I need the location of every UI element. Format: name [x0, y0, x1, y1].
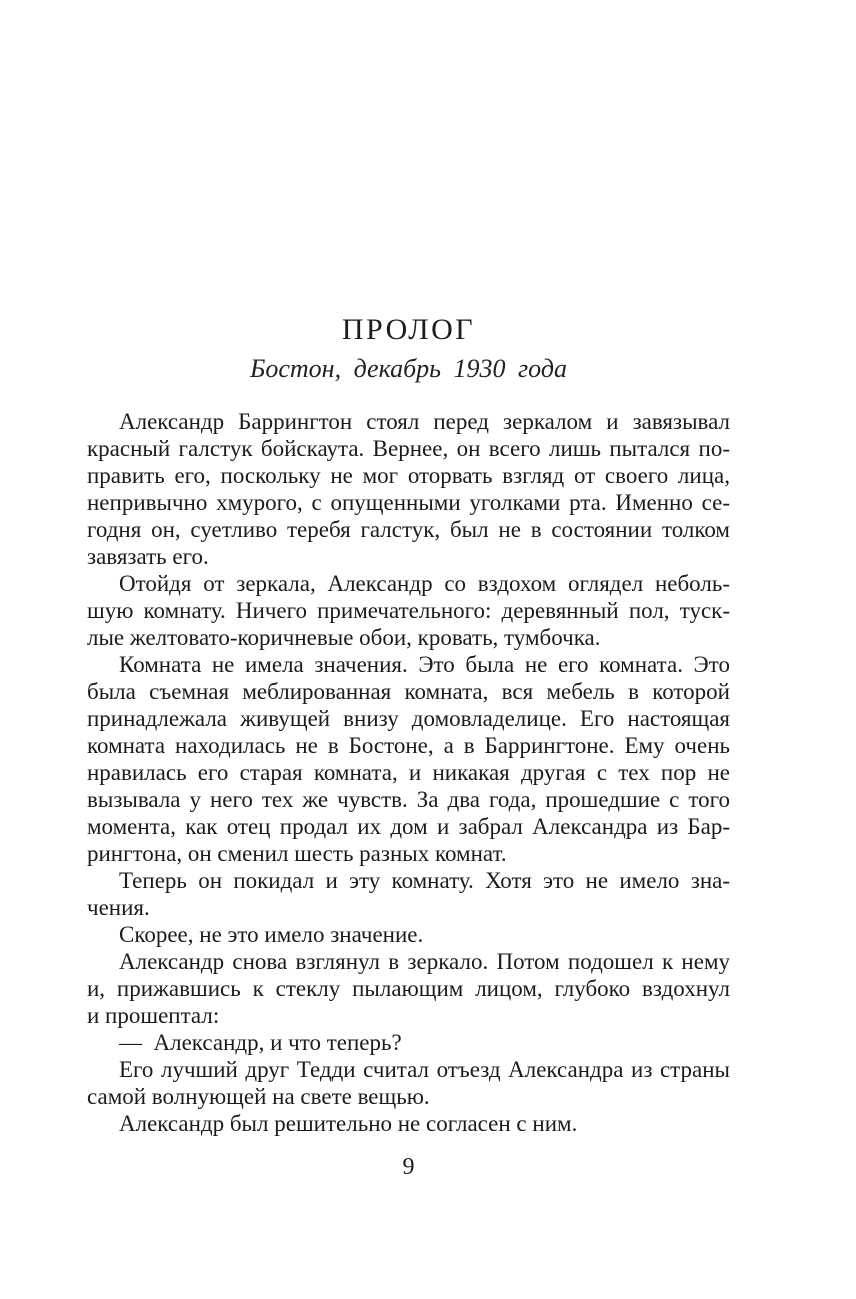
- paragraph: [87, 867, 730, 921]
- text-line: чения.: [87, 895, 150, 920]
- text-line: Александр был решительно не согласен с ним.: [119, 1111, 578, 1136]
- text-line: рингтона, он сменил шесть разных комнат.: [87, 841, 507, 866]
- paragraph: [87, 570, 730, 651]
- paragraph: [87, 1029, 730, 1056]
- paragraph: [87, 1056, 730, 1110]
- chapter-subtitle: Бостон, декабрь 1930 года: [250, 354, 567, 383]
- paragraph: [87, 948, 730, 1029]
- text-line: комната находилась не в Бостоне, а в Баррингтоне. Ему очень: [87, 733, 730, 758]
- paragraph: [87, 408, 730, 570]
- chapter-title: ПРОЛОГ: [341, 313, 476, 346]
- text-line: была съемная меблированная комната, вся мебель в которой: [87, 679, 730, 704]
- text-line: завязать его.: [87, 544, 209, 569]
- paragraph: [87, 1110, 730, 1137]
- text-line: шую комнату. Ничего примечательного: деревянный пол, туск-: [87, 598, 730, 623]
- text-line: вызывала у него тех же чувств. За два года, прошедшие с того: [87, 787, 730, 812]
- text-line: Его лучший друг Тедди считал отъезд Александра из страны: [119, 1057, 730, 1082]
- text-line: Александр снова взглянул в зеркало. Потом подошел к нему: [119, 949, 730, 974]
- text-line: Александр Баррингтон стоял перед зеркалом и завязывал: [119, 409, 730, 434]
- text-line: Теперь он покидал и эту комнату. Хотя это не имело зна-: [119, 868, 730, 893]
- body-text: [87, 408, 730, 1137]
- text-line: момента, как отец продал их дом и забрал Александра из Бар-: [87, 814, 730, 839]
- text-line: и прошептал:: [87, 1003, 220, 1028]
- text-line: годня он, суетливо теребя галстук, был не в состоянии толком: [87, 517, 730, 542]
- text-line: Отойдя от зеркала, Александр со вздохом оглядел неболь-: [119, 571, 730, 596]
- text-line: самой волнующей на свете вещью.: [87, 1084, 430, 1109]
- text-line: править его, поскольку не мог оторвать взгляд от своего лица,: [87, 463, 730, 488]
- text-line: непривычно хмурого, с опущенными уголками рта. Именно се-: [87, 490, 730, 515]
- text-line: нравилась его старая комната, и никакая другая с тех пор не: [87, 760, 730, 785]
- paragraph: [87, 921, 730, 948]
- text-line: Комната не имела значения. Это была не его комната. Это: [119, 652, 730, 677]
- text-line: — Александр, и что теперь?: [119, 1030, 402, 1055]
- text-line: лые желтовато-коричневые обои, кровать, тумбочка.: [87, 625, 601, 650]
- text-line: и, прижавшись к стеклу пылающим лицом, глубоко вздохнул: [87, 976, 730, 1001]
- text-line: Скорее, не это имело значение.: [119, 922, 424, 947]
- text-line: принадлежала живущей внизу домовладелице. Его настоящая: [87, 706, 730, 731]
- paragraph: [87, 651, 730, 867]
- text-line: красный галстук бойскаута. Вернее, он всего лишь пытался по-: [87, 436, 730, 461]
- page-number: 9: [402, 1154, 415, 1180]
